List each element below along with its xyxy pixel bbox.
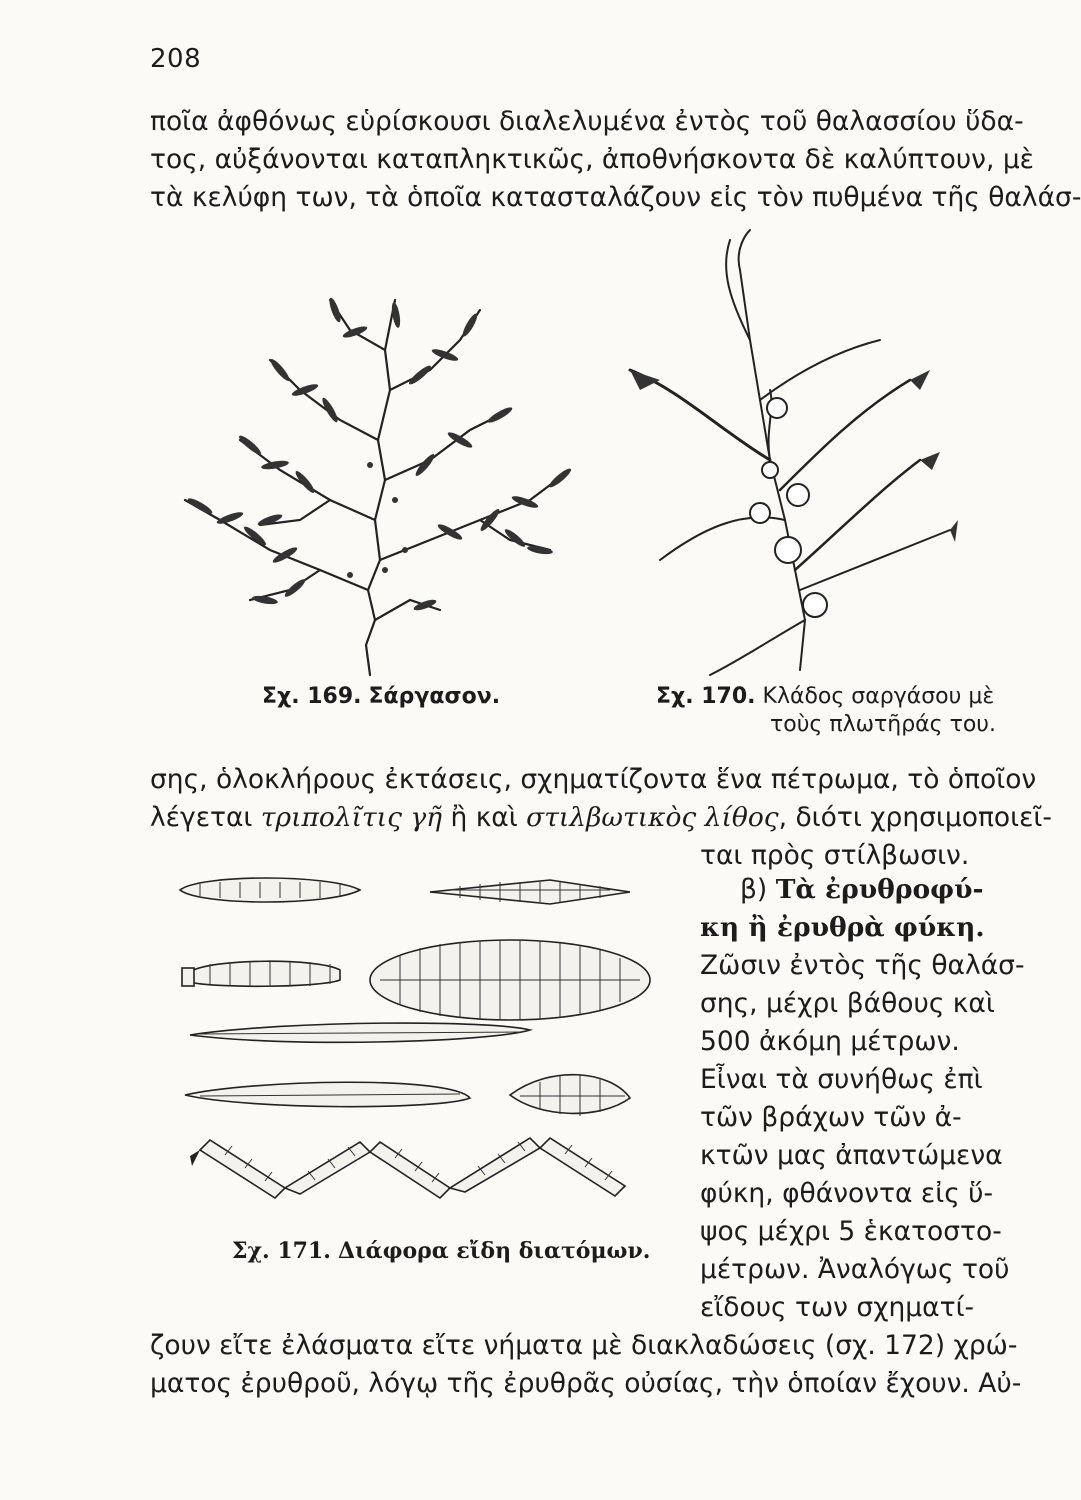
figure-169-number: Σχ. 169. [262, 684, 362, 709]
section-body-line-6: κτῶν μας ἀπαντώμενα [700, 1140, 1003, 1171]
bottom-paragraph-line-1: ζουν εἴτε ἐλάσματα εἴτε νήματα μὲ διακλαδώσεις (σχ. 172) χρώ- [150, 1330, 1018, 1361]
bottom-paragraph-line-2: ματος ἐρυθροῦ, λόγῳ τῆς ἐρυθρᾶς οὐσίας, τὴν ὁποίαν ἔχουν. Αὐ- [150, 1368, 1022, 1399]
figure-169-caption [262, 684, 500, 709]
section-body-line-1: Ζῶσιν ἐντὸς τῆς θαλάσ- [700, 950, 1025, 981]
section-body-line-3: 500 ἀκόμη μέτρων. [700, 1026, 960, 1057]
figure-171-diatoms-illustration [170, 870, 650, 1210]
middle-paragraph-line-3: ται πρὸς στίλβωσιν. [700, 840, 970, 871]
figure-170-title-line-1: Κλάδος σαργάσου μὲ [762, 684, 995, 709]
section-body-line-2: σης, μέχρι βάθους καὶ [700, 988, 995, 1019]
term-stilvotikos-lithos: στιλβωτικὸς λίθος [526, 802, 779, 833]
figure-171-title: Διάφορα εἴδη διατόμων. [337, 1238, 651, 1264]
middle-paragraph-line-2: λέγεται τριπολῖτις γῆ ἢ καὶ στιλβωτικὸς λίθος, διότι χρησιμοποιεῖ- [150, 802, 1052, 833]
top-paragraph-line-2: τος, αὐξάνονται καταπληκτικῶς, ἀποθνήσκοντα δὲ καλύπτουν, μὲ [150, 144, 1035, 175]
section-body-line-8: ψος μέχρι 5 ἑκατοστο- [700, 1216, 1002, 1247]
section-heading-line-1: β) Τὰ ἐρυθροφύ- [740, 874, 984, 905]
figure-170-title-line-2: τοὺς πλωτῆράς του. [770, 712, 997, 737]
figure-170-sargassum-branch-illustration [620, 230, 960, 680]
middle-paragraph-line-1: σης, ὁλοκλήρους ἐκτάσεις, σχηματίζοντα ἕνα πέτρωμα, τὸ ὁποῖον [150, 764, 1037, 795]
section-heading-title: Τὰ ἐρυθροφύ- [775, 874, 984, 905]
figure-169-sargassum-illustration [170, 270, 590, 680]
page-number: 208 [150, 44, 202, 74]
top-paragraph-line-3: τὰ κελύφη των, τὰ ὁποῖα κατασταλάζουν εἰς τὸν πυθμένα τῆς θαλάσ- [150, 182, 1081, 213]
figure-171-caption [232, 1238, 650, 1264]
term-tripolitis: τριπολῖτις γῆ [260, 802, 443, 833]
figure-171-number: Σχ. 171. [232, 1238, 331, 1264]
figure-170-number: Σχ. 170. [656, 684, 756, 709]
figure-170-caption [656, 684, 994, 709]
section-body-line-9: μέτρων. Ἀναλόγως τοῦ [700, 1254, 1010, 1285]
section-heading-line-2: κη ἢ ἐρυθρὰ φύκη. [700, 912, 985, 943]
section-body-line-4: Εἶναι τὰ συνήθως ἐπὶ [700, 1064, 983, 1095]
top-paragraph-line-1: ποῖα ἀφθόνως εὑρίσκουσι διαλελυμένα ἐντὸς τοῦ θαλασσίου ὕδα- [150, 106, 1024, 137]
section-body-line-10: εἴδους των σχηματί- [700, 1292, 975, 1323]
section-body-line-7: φύκη, φθάνοντα εἰς ὕ- [700, 1178, 994, 1209]
section-body-line-5: τῶν βράχων τῶν ἀ- [700, 1102, 962, 1133]
figure-169-title: Σάργασον. [368, 684, 501, 709]
